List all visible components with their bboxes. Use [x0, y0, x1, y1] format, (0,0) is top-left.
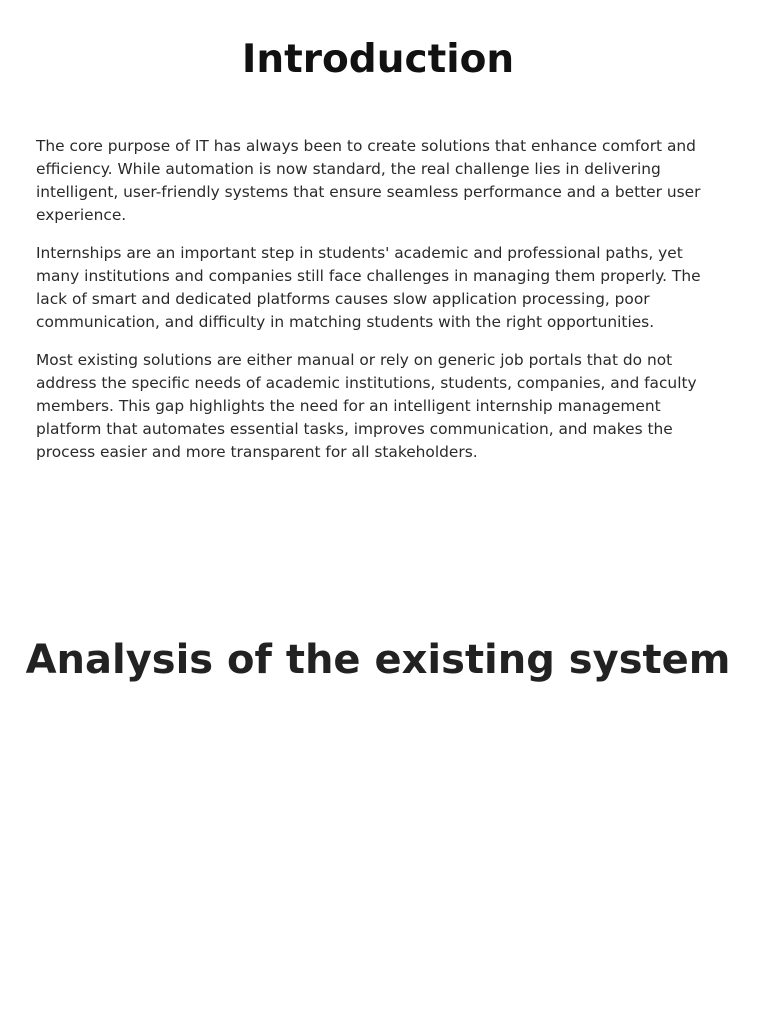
introduction-paragraph-2: Internships are an important step in students' academic and professional paths, yet many institutions and companies still face challenges in managing them properly. The lack of smart and dedicated platforms causes slow application processing, poor communication, and difficulty in matching students with the right opportunities.: [36, 244, 701, 331]
introduction-heading: Introduction: [241, 37, 515, 82]
introduction-paragraph-3: Most existing solutions are either manual or rely on generic job portals that do not address the specific needs of academic institutions, students, companies, and faculty members. This gap highlights the need for an intelligent internship management platform that automates essential tasks, improves communication, and makes the process easier and more transparent for all stakeholders.: [36, 351, 697, 461]
introduction-paragraph-1: The core purpose of IT has always been to create solutions that enhance comfort and efficiency. While automation is now standard, the real challenge lies in delivering intelligent, user-friendly systems that ensure seamless performance and a better user experience.: [36, 137, 701, 224]
analysis-section-heading: Analysis of the existing system: [25, 637, 731, 683]
introduction-body: [36, 135, 730, 479]
